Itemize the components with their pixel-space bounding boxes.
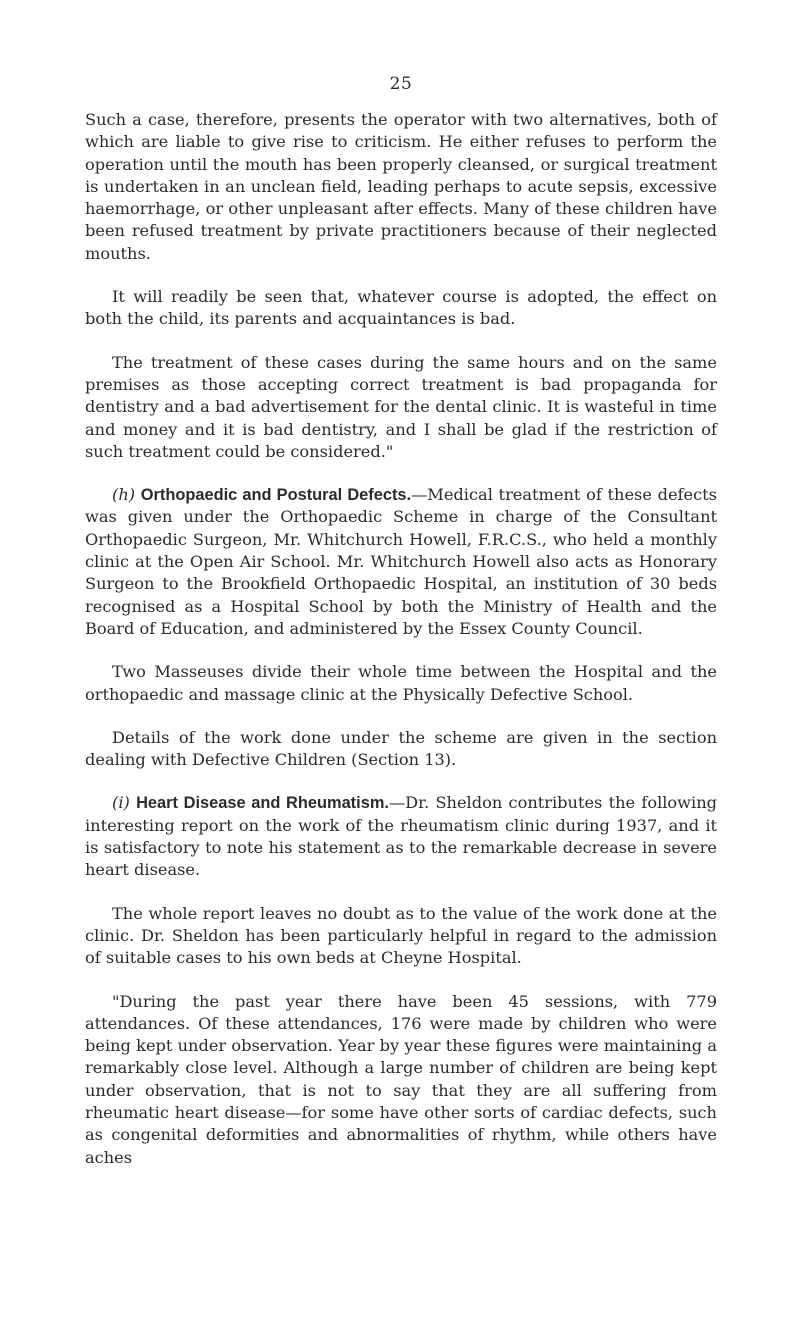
paragraph-3: The treatment of these cases during the same hours and on the same premises as those accepting correct treatment is bad propaganda for dentistry and a bad advertisement for the dental clinic. It is wasteful in time and money and it is bad dentistry, and I shall be glad if the restriction of such treatment could be considered." [85, 352, 717, 461]
section-h-text: —Medical treatment of these defects was given under the Orthopaedic Scheme in charge of the Consultant Orthopaedic Surgeon, Mr. Whitchurch Howell, F.R.C.S., who held a monthly clinic at the Open Air School. Mr. Whitchurch Howell also acts as Honorary Surgeon to the Brookfield Orthopaedic Hospital, an institution of 30 beds recognised as a Hospital School by both the Ministry of Health and the Board of Education, and administered by the Essex County Council. [85, 485, 717, 638]
paragraph-2: It will readily be seen that, whatever course is adopted, the effect on both the child, its parents and acquaintances is bad. [85, 287, 717, 329]
paragraph-1: Such a case, therefore, presents the operator with two alternatives, both of which are liable to give rise to criticism. He either refuses to perform the operation until the mouth has been properly cleansed, or surgical treatment is undertaken in an unclean field, leading perhaps to acute sepsis, excessive haemorrhage, or other unpleasant after effects. Many of these children have been refused treatment by private practitioners because of their neglected mouths. [85, 110, 717, 263]
section-i-letter: (i) [112, 793, 130, 813]
section-h-letter: (h) [112, 485, 136, 505]
paragraph-5: Two Masseuses divide their whole time between the Hospital and the orthopaedic and massage clinic at the Physically Defective School. [85, 662, 717, 704]
paragraph-8: The whole report leaves no doubt as to the value of the work done at the clinic. Dr. Sheldon has been particularly helpful in regard to the admission of suitable cases to his own beds at Cheyne Hospital. [85, 903, 717, 968]
paragraph-9: "During the past year there have been 45 sessions, with 779 attendances. Of these attendances, 176 were made by children who were being kept under observation. Year by year these figures were maintaining a remarkably close level. Although a large number of children are being kept under observation, that is not to say that they are all suffering from rheumatic heart disease—for some have other sorts of cardiac defects, such as congenital deformities and abnormalities of rhythm, while others have aches [85, 991, 717, 1167]
section-h-paragraph [85, 484, 717, 640]
section-i-heading: Heart Disease and Rheumatism. [136, 794, 389, 813]
paragraph-6: Details of the work done under the scheme are given in the section dealing with Defective Children (Section 13). [85, 727, 717, 770]
section-i-paragraph [85, 792, 717, 881]
body-text [85, 109, 717, 1190]
section-i-text: —Dr. Sheldon contributes the following interesting report on the work of the rheumatism clinic during 1937, and it is satisfactory to note his statement as to the remarkable decrease in severe heart disease. [85, 793, 717, 880]
page-number: 25 [389, 74, 413, 94]
section-h-heading: Orthopaedic and Postural Defects. [140, 486, 412, 505]
